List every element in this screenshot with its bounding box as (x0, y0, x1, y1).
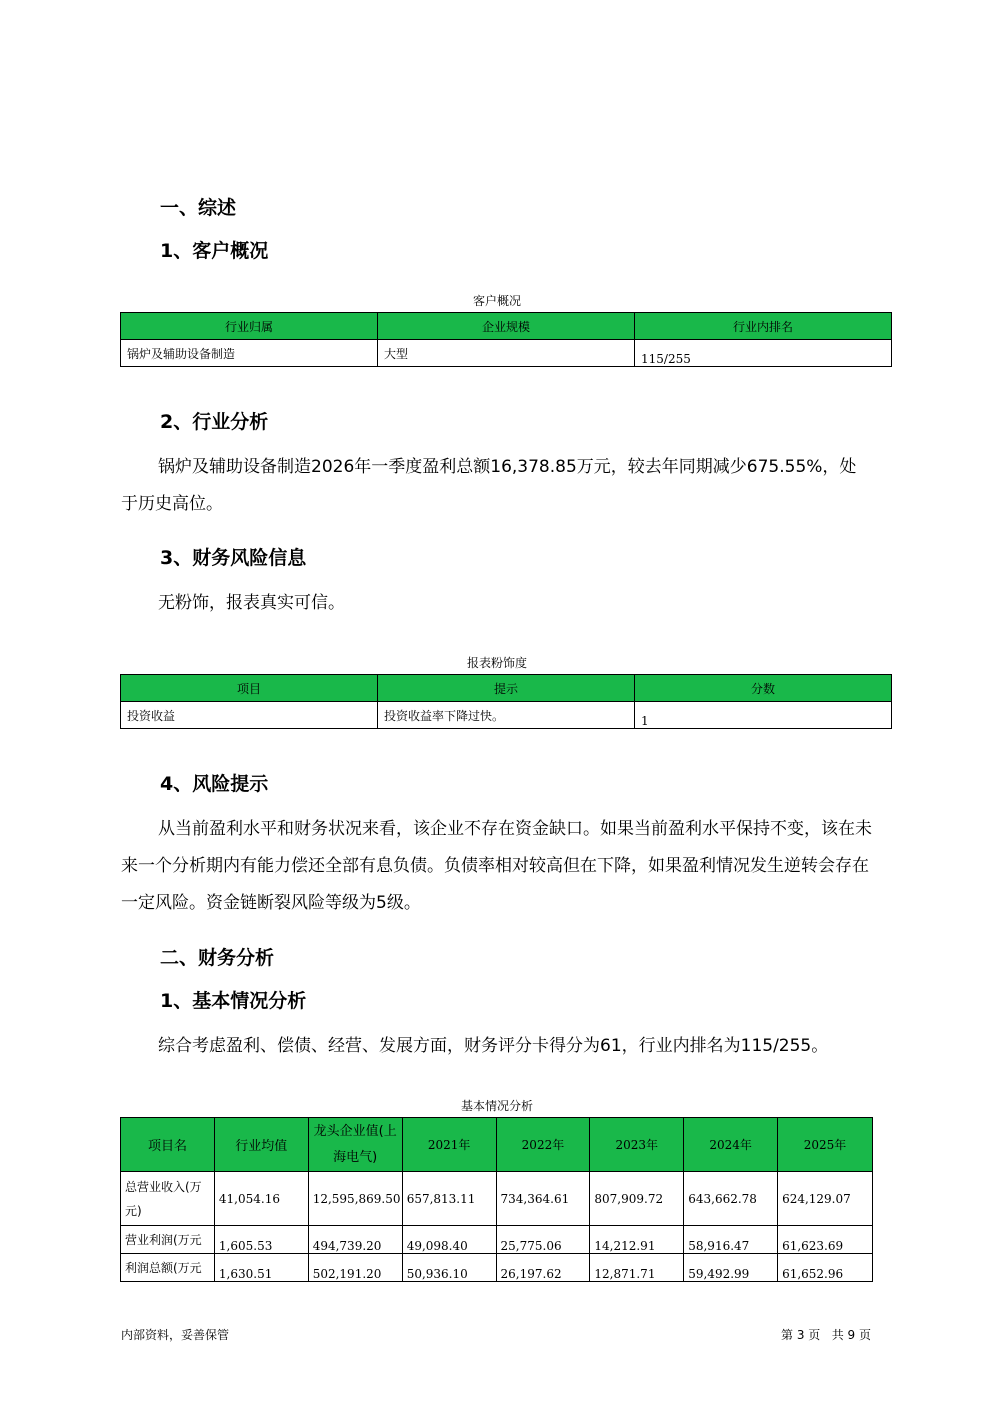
table-cell: 41,054.16 (214, 1172, 308, 1226)
table-cell: 643,662.78 (684, 1172, 778, 1226)
table-header-cell: 行业内排名 (635, 313, 892, 340)
table-cell: 投资收益 (121, 702, 378, 729)
table-cell: 58,916.47 (684, 1226, 778, 1254)
risk-info-text: 无粉饰，报表真实可信。 (158, 593, 345, 613)
basic-analysis-text: 综合考虑盈利、偿债、经营、发展方面，财务评分卡得分为61，行业内排名为115/255。 (158, 1036, 829, 1056)
table-cell: 657,813.11 (402, 1172, 496, 1226)
table-cell: 494,739.20 (308, 1226, 402, 1254)
table-header-cell: 2021年 (402, 1118, 496, 1172)
table-header-cell: 2023年 (590, 1118, 684, 1172)
table-row-label: 营业利润(万元 (121, 1226, 215, 1254)
table-header-cell: 龙头企业值(上海电气) (308, 1118, 402, 1172)
table-header-cell: 项目名 (121, 1118, 215, 1172)
table-cell: 807,909.72 (590, 1172, 684, 1226)
table-row (121, 1226, 873, 1254)
table-header-cell: 企业规模 (378, 313, 635, 340)
table-header-cell: 项目 (121, 675, 378, 702)
table-cell: 49,098.40 (402, 1226, 496, 1254)
table-cell: 1,605.53 (214, 1226, 308, 1254)
table-cell: 14,212.91 (590, 1226, 684, 1254)
footer-confidential-note: 内部资料，妥善保管 (121, 1328, 230, 1342)
table-header-cell: 行业均值 (214, 1118, 308, 1172)
table-header-cell: 2022年 (496, 1118, 590, 1172)
table-row (121, 702, 892, 729)
table-cell: 25,775.06 (496, 1226, 590, 1254)
footer-page-number: 第 3 页 共 9 页 (781, 1328, 871, 1342)
table-header-cell: 2025年 (778, 1118, 873, 1172)
table-cell: 734,364.61 (496, 1172, 590, 1226)
table-cell: 12,871.71 (590, 1254, 684, 1282)
table-cell: 12,595,869.50 (308, 1172, 402, 1226)
basic-analysis-table (120, 1117, 873, 1282)
table-cell: 锅炉及辅助设备制造 (121, 340, 378, 367)
table-header-cell: 分数 (635, 675, 892, 702)
table-header-row (121, 313, 892, 340)
table-cell: 61,623.69 (778, 1226, 873, 1254)
table-cell: 502,191.20 (308, 1254, 402, 1282)
window-dressing-table (120, 674, 892, 729)
table-header-cell: 行业归属 (121, 313, 378, 340)
table-header-cell: 提示 (378, 675, 635, 702)
table-cell: 投资收益率下降过快。 (378, 702, 635, 729)
table-header-cell: 2024年 (684, 1118, 778, 1172)
table-row-label: 利润总额(万元 (121, 1254, 215, 1282)
table-cell: 115/255 (635, 340, 892, 367)
industry-analysis-text: 锅炉及辅助设备制造2026年一季度盈利总额16,378.85万元，较去年同期减少675.55%，处于历史高位。 (121, 457, 857, 514)
customer-table (120, 312, 892, 367)
table-cell: 1 (635, 702, 892, 729)
subsection-title-risk-warning: 4、风险提示 (160, 773, 269, 795)
table-cell: 59,492.99 (684, 1254, 778, 1282)
table-header-row (121, 675, 892, 702)
table-row (121, 340, 892, 367)
table-row (121, 1172, 873, 1226)
subsection-title-industry: 2、行业分析 (160, 411, 269, 433)
table-cell: 50,936.10 (402, 1254, 496, 1282)
table-header-row (121, 1118, 873, 1172)
table-row (121, 1254, 873, 1282)
table-cell: 26,197.62 (496, 1254, 590, 1282)
window-table-caption: 报表粉饰度 (466, 656, 527, 670)
customer-table-caption: 客户概况 (472, 294, 521, 308)
section-title-financial: 二、财务分析 (160, 947, 275, 969)
table-cell: 61,652.96 (778, 1254, 873, 1282)
subsection-title-risk-info: 3、财务风险信息 (160, 547, 307, 569)
subsection-title-basic: 1、基本情况分析 (160, 990, 307, 1012)
basic-table-caption: 基本情况分析 (460, 1099, 533, 1113)
table-cell: 1,630.51 (214, 1254, 308, 1282)
subsection-title-customer: 1、客户概况 (160, 240, 269, 262)
section-title-overview: 一、综述 (160, 197, 237, 219)
table-cell: 大型 (378, 340, 635, 367)
table-cell: 624,129.07 (778, 1172, 873, 1226)
risk-warning-text: 从当前盈利水平和财务状况来看，该企业不存在资金缺口。如果当前盈利水平保持不变，该在未来一个分析期内有能力偿还全部有息负债。负债率相对较高但在下降，如果盈利情况发生逆转会存在一定风险。资金链断裂风险等级为5级。 (121, 819, 872, 913)
table-row-label: 总营业收入(万元) (121, 1172, 215, 1226)
